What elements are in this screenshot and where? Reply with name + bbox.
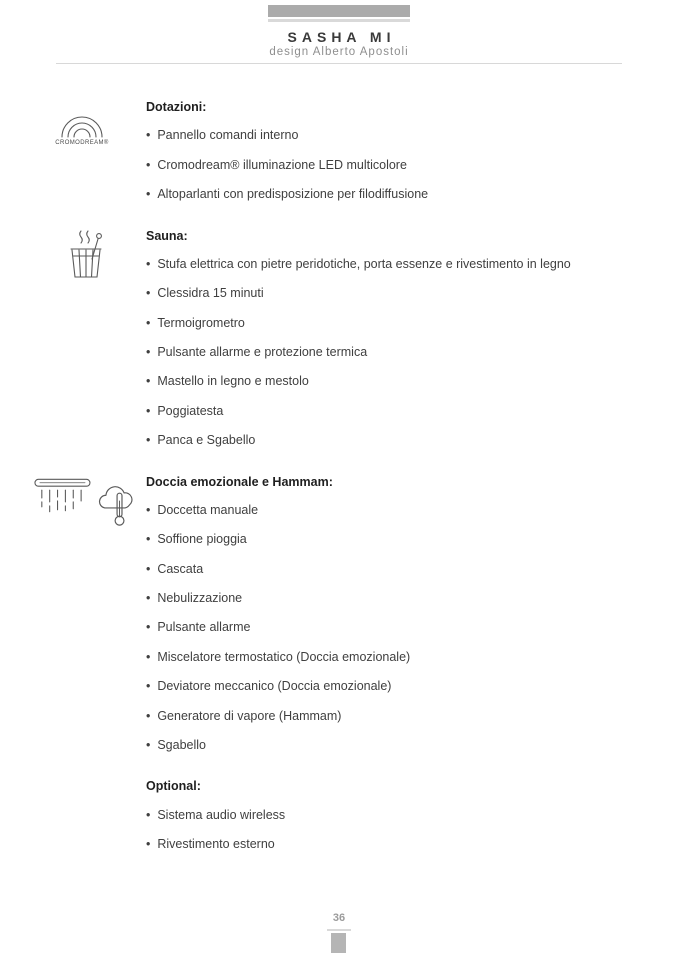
doccia-hammam-icon-block [32,475,144,531]
feature-list-sauna [146,257,678,448]
steam-thermometer-icon [93,475,144,531]
feature-item: • Altoparlanti con predisposizione per filodiffusione [146,187,678,201]
header-divider [56,63,622,64]
feature-list-doccia-hammam [146,503,678,752]
feature-item: • Pulsante allarme e protezione termica [146,345,678,359]
footer-decoration-bar [331,933,346,953]
section-sauna [0,229,678,448]
section-title-optional: Optional: [146,779,201,794]
feature-item: • Rivestimento esterno [146,837,678,851]
feature-item: • Panca e Sgabello [146,433,678,447]
section-doccia-hammam [0,475,678,753]
feature-list-optional [146,808,678,852]
feature-item: • Cascata [146,562,678,576]
feature-list-dotazioni [146,128,678,201]
designer-subtitle: design Alberto Apostoli [269,46,409,58]
feature-item: • Termoigrometro [146,316,678,330]
feature-item: • Doccetta manuale [146,503,678,517]
feature-item: • Clessidra 15 minuti [146,286,678,300]
feature-item: • Mastello in legno e mestolo [146,374,678,388]
sauna-bucket-icon [64,229,108,281]
top-decoration-bar-light [268,19,410,22]
feature-item: • Poggiatesta [146,404,678,418]
section-title-dotazioni: Dotazioni: [146,100,207,114]
top-decoration-bar [268,5,410,17]
footer-decoration-light [327,929,351,931]
feature-item: • Soffione pioggia [146,532,678,546]
cromodream-icon [50,112,114,138]
feature-item: • Generatore di vapore (Hammam) [146,709,678,723]
feature-item: • Nebulizzazione [146,591,678,605]
feature-item: • Cromodream® illuminazione LED multicolore [146,158,678,172]
section-title-sauna: Sauna: [146,228,188,243]
product-title: SASHA MI [287,29,396,45]
cromodream-icon-block [50,112,114,146]
feature-item: • Deviatore meccanico (Doccia emozionale) [146,679,678,693]
feature-item: • Miscelatore termostatico (Doccia emozionale) [146,650,678,664]
feature-item: • Sistema audio wireless [146,808,678,822]
feature-item: • Stufa elettrica con pietre peridotiche, porta essenze e rivestimento in legno [146,257,678,271]
feature-item: • Pannello comandi interno [146,128,678,142]
feature-item: • Pulsante allarme [146,620,678,634]
page-number: 36 [332,912,346,924]
section-optional [0,779,678,851]
rain-shower-icon [32,475,93,521]
section-title-doccia-hammam: Doccia emozionale e Hammam: [146,474,333,489]
feature-item: • Sgabello [146,738,678,752]
spec-content [0,100,678,878]
cromodream-icon-label: CROMODREAM® [55,140,109,146]
section-dotazioni [0,100,678,202]
sauna-icon-block [64,229,108,281]
